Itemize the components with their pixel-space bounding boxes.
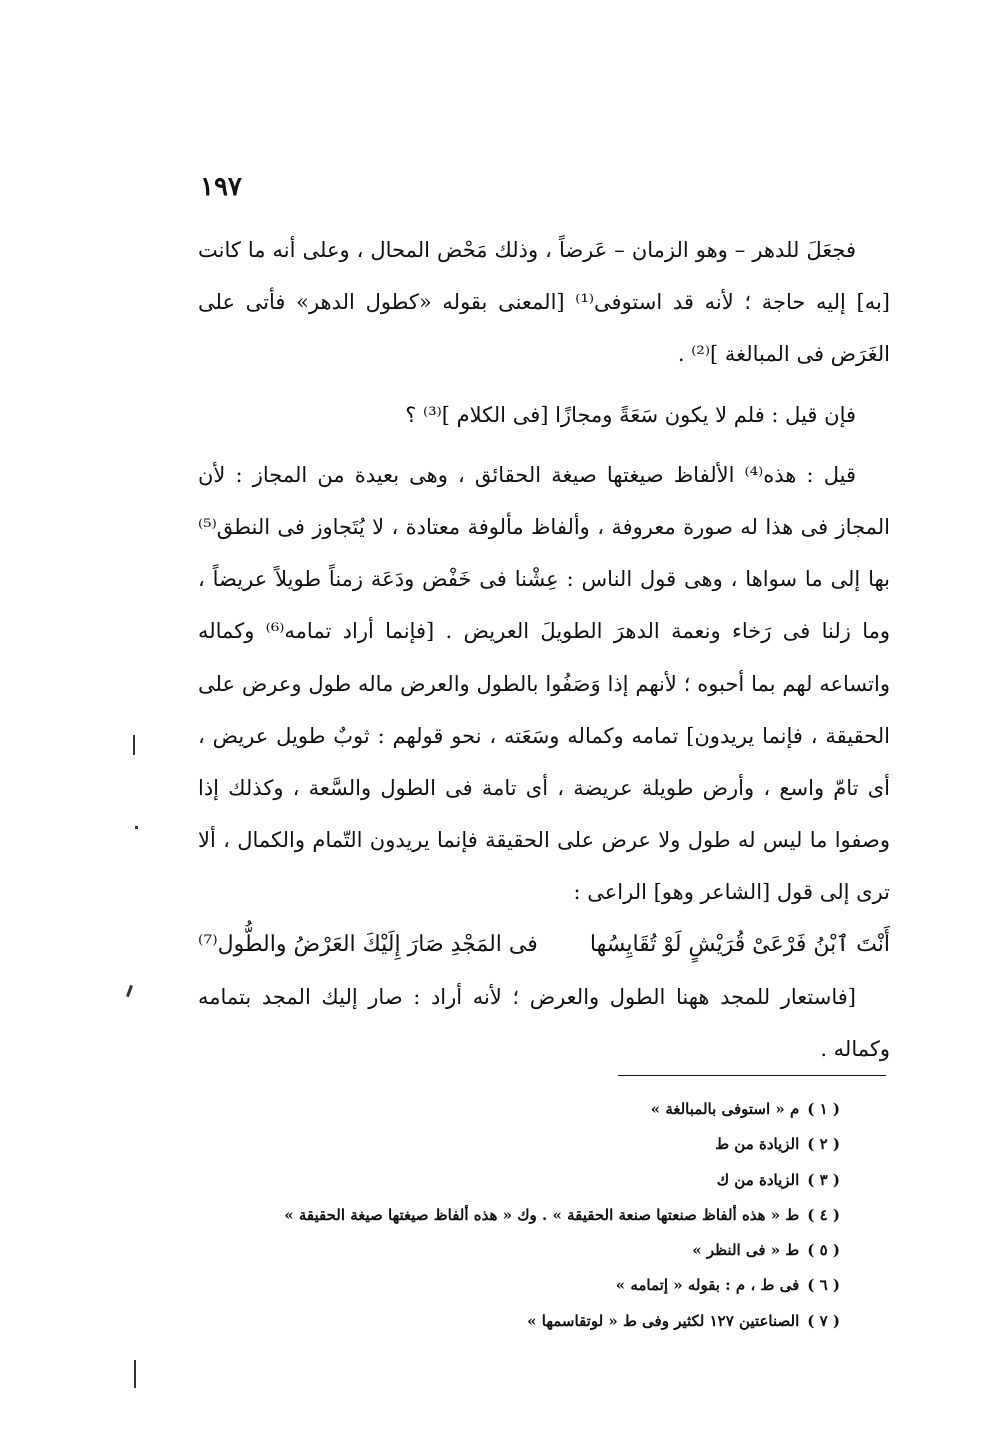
footnote-text: فى ط ، م : بقوله « إتمامه »	[615, 1276, 800, 1295]
footnote-text: م « استوفى بالمبالغة »	[650, 1100, 800, 1118]
footnote-item	[300, 1163, 840, 1198]
footnote-item	[284, 1198, 840, 1233]
verse-second-hemistich: فى المَجْدِ صَارَ إِلَيْكَ العَرْضُ والطُّول⁽⁷⁾	[198, 931, 538, 957]
poetry-verse	[198, 919, 890, 971]
scan-mark	[133, 735, 135, 755]
footnote-text: الصناعتين ١٢٧ لكثير وفى ط « لوتقاسمها »	[527, 1311, 800, 1330]
footnote-number: ( ٤ )	[807, 1205, 840, 1224]
paragraph-4: [فاستعار للمجد ههنا الطول والعرض ؛ لأنه أراد : صار إليك المجد بتمامه وكماله .	[198, 984, 890, 1061]
scan-mark	[135, 826, 138, 829]
page-number: ١٩٧	[200, 172, 242, 202]
footnote-number: ( ٥ )	[807, 1241, 840, 1260]
footnote-text: الزيادة من ط	[715, 1135, 800, 1154]
main-text	[198, 224, 890, 1075]
footnote-number: ( ٢ )	[807, 1135, 840, 1154]
footnote-item	[300, 1268, 840, 1303]
footnote-text: ط « فى النظر »	[692, 1241, 800, 1260]
footnote-number: ( ١ )	[807, 1100, 840, 1118]
footnote-item	[300, 1233, 840, 1268]
scan-mark	[134, 1360, 136, 1388]
footnote-item	[300, 1092, 840, 1127]
verse-first-hemistich: أَنْتَ ٱبْنُ فَرْعَىْ قُرَيْشٍ لَوْ تُقَايِسُها	[589, 931, 890, 957]
paragraph-3: قيل : هذه⁽⁴⁾ الألفاظ صيغتها صيغة الحقائق ، وهى بعيدة من المجاز : لأن المجاز فى هذا له صورة معروفة ، وألفاظ مألوفة معتادة ، لا يُتَجاوز فى النطق⁽⁵⁾ بها إلى ما سواها ، وهى قول الناس : عِشْنا فى خَفْض ودَعَة زمناً طويلاً عريضاً ، وما زلنا فى رَخاء ونعمة الدهرَ الطويلَ العريض . [فإنما أراد تمامه⁽⁶⁾ وكماله واتساعه لهم بما أحبوه ؛ لأنهم إذا وَصَفُوا بالطول والعرض ماله طول وعرض على الحقيقة ، فإنما يريدون] تمامه وكماله وسَعَته ، نحو قولهم : ثوبٌ طويل عريض ، أى تامّ واسع ، وأرض طويلة عريضة ، أى تامة فى الطول والسَّعة ، وكذلك إذا وصفوا ما ليس له طول ولا عرض على الحقيقة فإنما يريدون التّمام والكمال ، ألا ترى إلى قول [الشاعر وهو] الراعى :	[198, 462, 890, 905]
footnote-divider	[618, 1075, 886, 1076]
scan-mark	[126, 985, 133, 997]
footnote-item	[300, 1127, 840, 1162]
footnote-item	[300, 1304, 840, 1339]
footnote-text: ط « هذه ألفاظ صنعتها صنعة الحقيقة » . وك « هذه ألفاظ صيغتها صيغة الحقيقة »	[284, 1205, 800, 1224]
paragraph-2: فإن قيل : فلم لا يكون سَعَةً ومجازًا [فى الكلام ]⁽³⁾ ؟	[405, 402, 856, 427]
footnotes	[284, 1092, 840, 1339]
footnote-text: الزيادة من ك	[716, 1170, 800, 1189]
footnote-number: ( ٣ )	[807, 1170, 840, 1189]
paragraph-1: فجعَلَ للدهر – وهو الزمان – عَرضاً ، وذلك مَحْض المحال ، وعلى أنه ما كانت [به] إليه حاجة ؛ لأنه قد استوفى⁽¹⁾ [المعنى بقوله «كطول الدهر» فأتى على الغَرَض فى المبالغة ]⁽²⁾ .	[198, 238, 891, 367]
footnote-number: ( ٧ )	[807, 1311, 840, 1330]
footnote-number: ( ٦ )	[807, 1276, 840, 1295]
